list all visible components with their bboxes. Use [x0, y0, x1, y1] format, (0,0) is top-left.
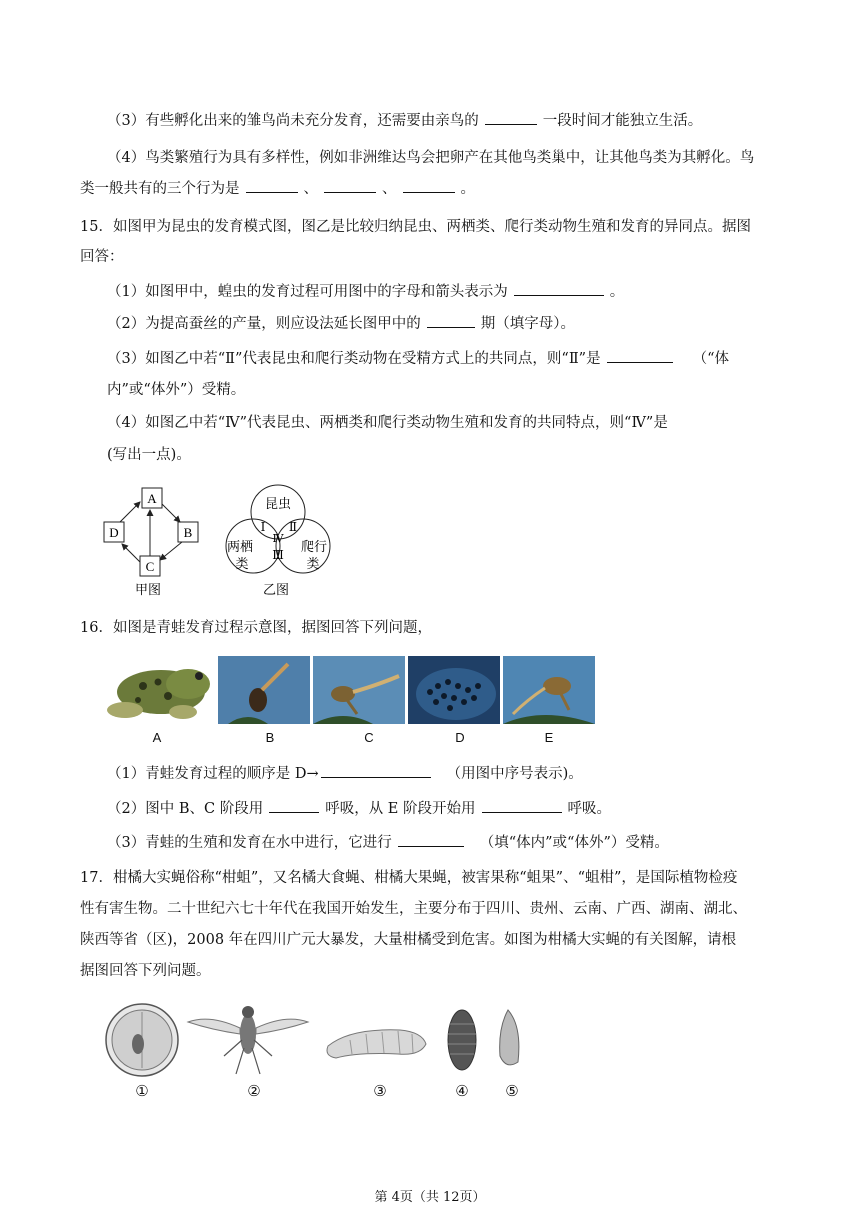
arrow-b-c: [160, 542, 182, 560]
q15-p2: （2）为提高蚕丝的产量，则应设法延长图甲中的 期（填字母）。: [107, 313, 575, 334]
label-2: ②: [247, 1083, 261, 1100]
arrow-a-b: [162, 504, 180, 522]
drawing-egg: [500, 1010, 519, 1065]
figure-yi-caption: 乙图: [262, 583, 290, 598]
venn-amphibian-label-2: 类: [235, 557, 249, 572]
venn-amphibian-label-1: 两栖: [226, 540, 254, 555]
answer-blank[interactable]: [403, 178, 455, 193]
label-5: ⑤: [505, 1083, 519, 1100]
figure-jia-cycle: [98, 484, 208, 600]
figure-yi-venn: [218, 484, 338, 602]
answer-blank[interactable]: [607, 348, 673, 363]
answer-blank[interactable]: [485, 110, 537, 125]
label-4: ④: [455, 1083, 469, 1100]
label-d: D: [455, 730, 465, 745]
q17-line4: 据图回答下列问题。: [80, 963, 211, 979]
answer-blank[interactable]: [269, 798, 319, 813]
q15-p4-line2: (写出一点)。: [107, 447, 191, 463]
arrow-c-d: [122, 544, 140, 562]
answer-blank[interactable]: [324, 178, 376, 193]
q17-line3: 陕西等省（区)，2008 年在四川广元大暴发，大量柑橘受到危害。如图为柑橘大实蝇的有关图解，请根: [80, 932, 737, 948]
venn-region-ii: Ⅱ: [288, 520, 298, 534]
drawing-infested-fruit: [106, 1004, 178, 1076]
q16-p3: （3）青蛙的生殖和发育在水中进行，它进行 （填“体内”或“体外”）受精。: [107, 832, 669, 853]
q14-p4-line1: （4）鸟类繁殖行为具有多样性，例如非洲维达鸟会把卵产在其他鸟类巢中，让其他鸟类为其孵化。鸟: [107, 150, 755, 166]
q16-stem: 16．如图是青蛙发育过程示意图，据图回答下列问题，: [80, 620, 432, 636]
figure-jia-caption: 甲图: [134, 583, 162, 598]
venn-region-iv: Ⅳ: [272, 532, 284, 545]
q15-p4-line1: （4）如图乙中若“Ⅳ”代表昆虫、两栖类和爬行类动物生殖和发育的共同特点，则“Ⅳ”是: [107, 415, 668, 431]
label-e: E: [544, 730, 554, 745]
node-c-label: C: [145, 559, 155, 574]
q15-stem-line2: 回答：: [80, 249, 124, 265]
q17-line1: 17．柑橘大实蝇俗称“柑蛆”，又名橘大食蝇、柑橘大果蝇，被害果称“蛆果”、“蛆柑”，是国际植物检疫: [80, 870, 738, 886]
venn-region-i: Ⅰ: [260, 520, 266, 534]
q14-p4-line2: 类一般共有的三个行为是 、 、 。: [80, 178, 475, 199]
photo-adult-frog: [103, 656, 215, 724]
drawing-larva: [327, 1030, 426, 1058]
venn-reptile-label-1: 爬行: [300, 540, 328, 555]
q14-p3: （3）有些孵化出来的雏鸟尚未充分发育，还需要由亲鸟的 一段时间才能独立生活。: [107, 110, 702, 131]
label-a: A: [152, 730, 162, 745]
q15-p3: （3）如图乙中若“Ⅱ”代表昆虫和爬行类动物在受精方式上的共同点，则“Ⅱ”是 （“体: [107, 348, 729, 369]
node-d-label: D: [109, 525, 119, 540]
venn-insect-label: 昆虫: [264, 497, 292, 512]
photo-frog-eggs: [408, 656, 500, 724]
photo-young-frog: [503, 656, 595, 724]
node-a-label: A: [147, 491, 157, 506]
page-footer: 第 4页（共 12页）: [374, 1190, 486, 1205]
drawing-adult-fly: [188, 1006, 308, 1074]
answer-blank[interactable]: [321, 763, 431, 778]
q15-stem-line1: 15．如图甲为昆虫的发育模式图，图乙是比较归纳昆虫、两栖类、爬行类动物生殖和发育的异同点。据图: [80, 219, 751, 235]
venn-region-iii: Ⅲ: [272, 548, 284, 562]
q15-p1: （1）如图甲中，蝗虫的发育过程可用图中的字母和箭头表示为 。: [107, 281, 624, 302]
venn-reptile-label-2: 类: [306, 557, 320, 572]
frog-development-photos: [103, 656, 595, 748]
label-3: ③: [373, 1083, 387, 1100]
q16-p2: （2）图中 B、C 阶段用 呼吸，从 E 阶段开始用 呼吸。: [107, 798, 611, 819]
answer-blank[interactable]: [482, 798, 562, 813]
label-c: C: [364, 730, 374, 745]
answer-blank[interactable]: [246, 178, 298, 193]
q16-p1: （1）青蛙发育过程的顺序是 D→ （用图中序号表示)。: [107, 763, 583, 784]
fruit-fly-drawings: [100, 1000, 530, 1080]
answer-blank[interactable]: [398, 832, 464, 847]
q17-line2: 性有害生物。二十世纪六七十年代在我国开始发生，主要分布于四川、贵州、云南、广西、湖南、湖北、: [80, 901, 747, 917]
photo-tadpole-with-legs: [313, 656, 405, 724]
label-1: ①: [135, 1083, 149, 1100]
q15-p3-line2: 内”或“体外”）受精。: [107, 382, 246, 398]
label-b: B: [265, 730, 275, 745]
photo-tadpole: [218, 656, 310, 724]
drawing-pupa: [448, 1010, 476, 1070]
arrow-d-a: [120, 502, 140, 522]
node-b-label: B: [183, 525, 193, 540]
answer-blank[interactable]: [427, 313, 475, 328]
fruit-fly-lifecycle-figure: [100, 1000, 530, 1105]
answer-blank[interactable]: [514, 281, 604, 296]
